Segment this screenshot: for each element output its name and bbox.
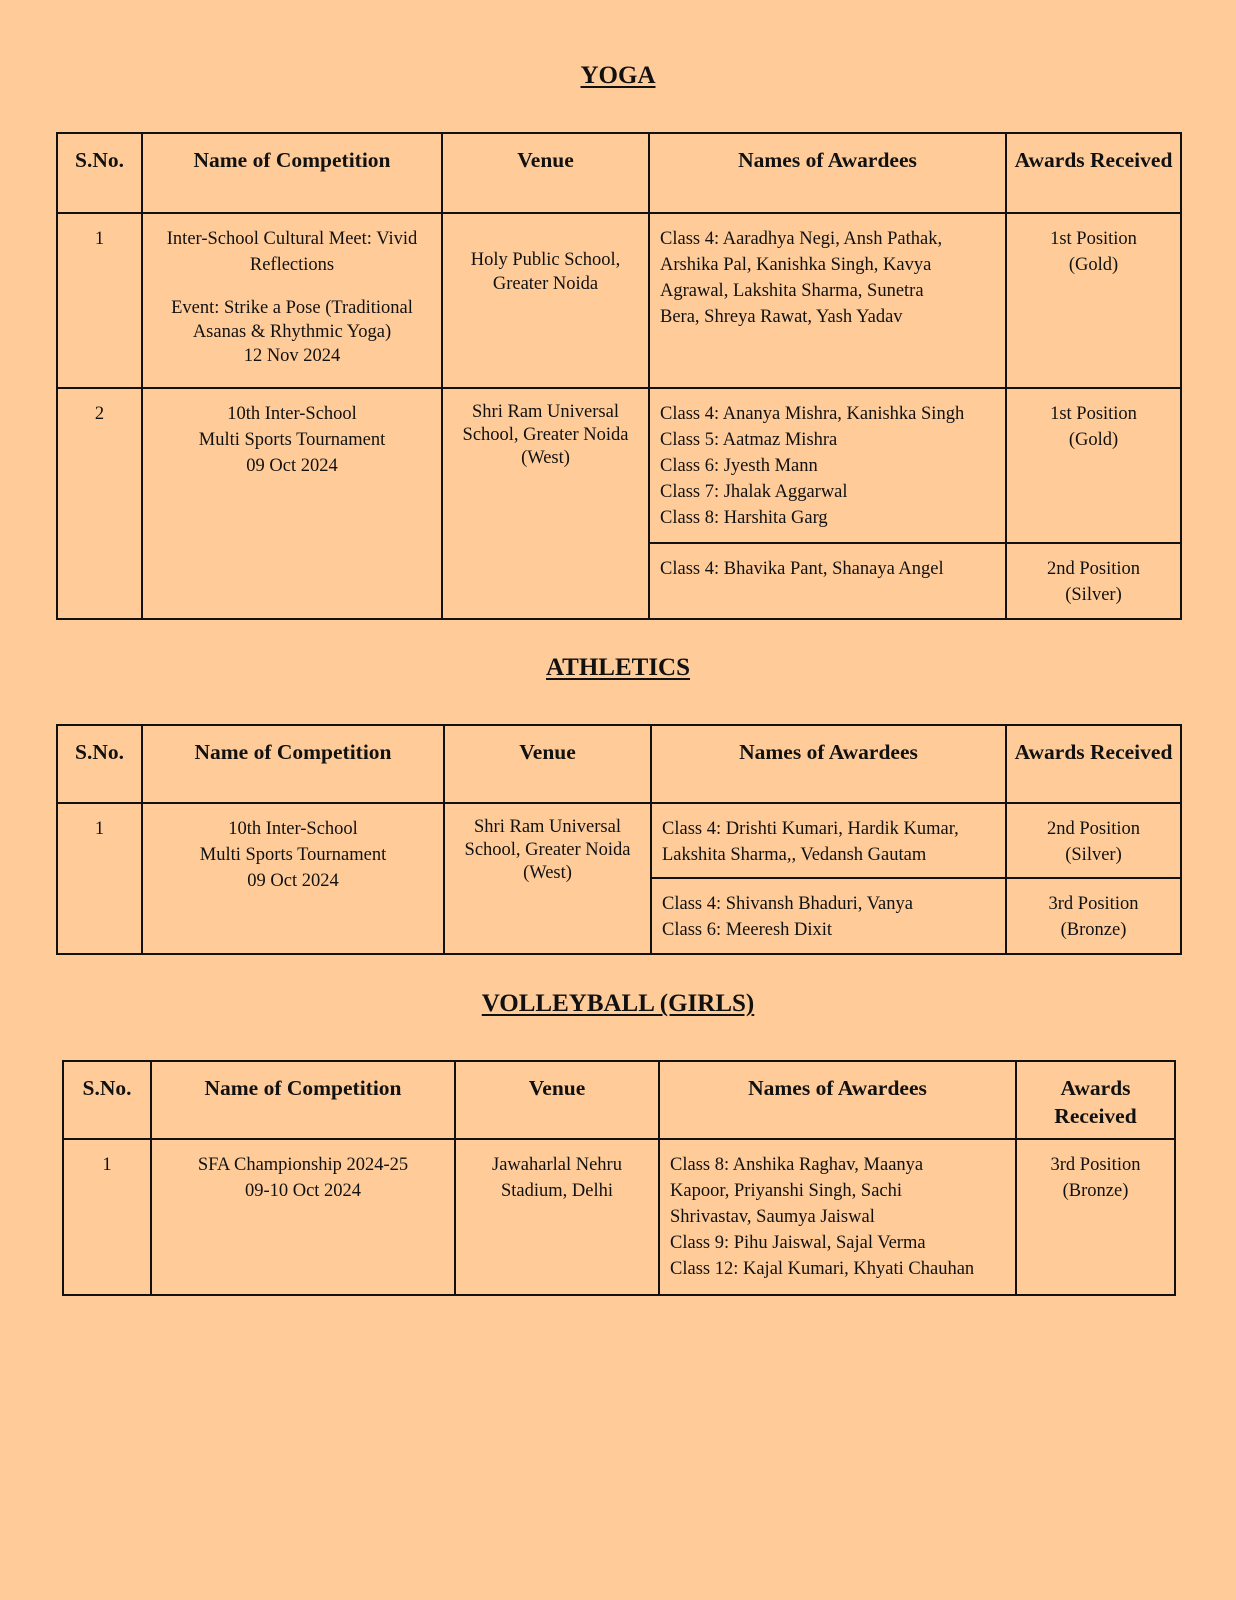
awardees-cell: Class 4: Bhavika Pant, Shanaya Angel <box>649 543 1006 619</box>
competition-name: Inter-School Cultural Meet: Vivid Reflections <box>166 229 418 275</box>
header-awards: Awards Received <box>1016 1061 1175 1139</box>
venue-cell: Shri Ram Universal School, Greater Noida (West) <box>442 388 649 619</box>
header-sno: S.No. <box>57 725 142 803</box>
award-cell: 3rd Position (Bronze) <box>1006 878 1181 954</box>
award-cell: 1st Position (Gold) <box>1006 388 1181 543</box>
table-header-row <box>63 1061 1175 1139</box>
section-title-athletics: ATHLETICS <box>545 654 691 681</box>
sno-cell: 1 <box>57 213 142 388</box>
competition-event: Event: Strike a Pose (Traditional Asanas & Rhythmic Yoga) 12 Nov 2024 <box>171 298 413 366</box>
sno-cell: 2 <box>57 388 142 619</box>
athletics-table <box>56 724 1182 955</box>
awardees-cell: Class 4: Drishti Kumari, Hardik Kumar, Lakshita Sharma,, Vedansh Gautam <box>651 803 1006 878</box>
table-header-row <box>57 133 1181 213</box>
competition-cell: SFA Championship 2024-25 09-10 Oct 2024 <box>151 1139 455 1295</box>
header-venue: Venue <box>444 725 651 803</box>
award-cell: 3rd Position (Bronze) <box>1016 1139 1175 1295</box>
header-awards: Awards Received <box>1006 133 1181 213</box>
header-competition: Name of Competition <box>142 725 444 803</box>
award-cell: 2nd Position (Silver) <box>1006 543 1181 619</box>
competition-cell <box>142 213 442 388</box>
header-venue: Venue <box>442 133 649 213</box>
competition-cell: 10th Inter-School Multi Sports Tournament 09 Oct 2024 <box>142 388 442 619</box>
header-sno: S.No. <box>57 133 142 213</box>
volleyball-table <box>62 1060 1176 1296</box>
header-competition: Name of Competition <box>151 1061 455 1139</box>
competition-cell: 10th Inter-School Multi Sports Tournament 09 Oct 2024 <box>142 803 444 954</box>
venue-cell: Shri Ram Universal School, Greater Noida (West) <box>444 803 651 954</box>
header-venue: Venue <box>455 1061 659 1139</box>
award-cell: 1st Position (Gold) <box>1006 213 1181 388</box>
awardees-cell: Class 4: Aaradhya Negi, Ansh Pathak, Arshika Pal, Kanishka Singh, Kavya Agrawal, Lakshita Sharma, Sunetra Bera, Shreya Rawat, Yash Yadav <box>649 213 1006 388</box>
section-title-volleyball: VOLLEYBALL (GIRLS) <box>481 990 755 1017</box>
yoga-table <box>56 132 1182 620</box>
header-sno: S.No. <box>63 1061 151 1139</box>
section-title-yoga: YOGA <box>580 62 656 89</box>
venue-cell: Holy Public School, Greater Noida <box>442 213 649 388</box>
table-row <box>63 1139 1175 1295</box>
header-competition: Name of Competition <box>142 133 442 213</box>
table-row <box>57 388 1181 543</box>
awardees-cell: Class 4: Ananya Mishra, Kanishka Singh Class 5: Aatmaz Mishra Class 6: Jyesth Mann Class 7: Jhalak Aggarwal Class 8: Harshita Garg <box>649 388 1006 543</box>
sno-cell: 1 <box>57 803 142 954</box>
header-awardees: Names of Awardees <box>651 725 1006 803</box>
awardees-cell: Class 8: Anshika Raghav, Maanya Kapoor, Priyanshi Singh, Sachi Shrivastav, Saumya Jaiswal Class 9: Pihu Jaiswal, Sajal Verma Class 12: Kajal Kumari, Khyati Chauhan <box>659 1139 1016 1295</box>
table-row <box>57 803 1181 878</box>
sno-cell: 1 <box>63 1139 151 1295</box>
header-awardees: Names of Awardees <box>659 1061 1016 1139</box>
venue-cell: Jawaharlal Nehru Stadium, Delhi <box>455 1139 659 1295</box>
table-header-row <box>57 725 1181 803</box>
award-cell: 2nd Position (Silver) <box>1006 803 1181 878</box>
header-awardees: Names of Awardees <box>649 133 1006 213</box>
header-awards: Awards Received <box>1006 725 1181 803</box>
table-row <box>57 213 1181 388</box>
awardees-cell: Class 4: Shivansh Bhaduri, Vanya Class 6: Meeresh Dixit <box>651 878 1006 954</box>
